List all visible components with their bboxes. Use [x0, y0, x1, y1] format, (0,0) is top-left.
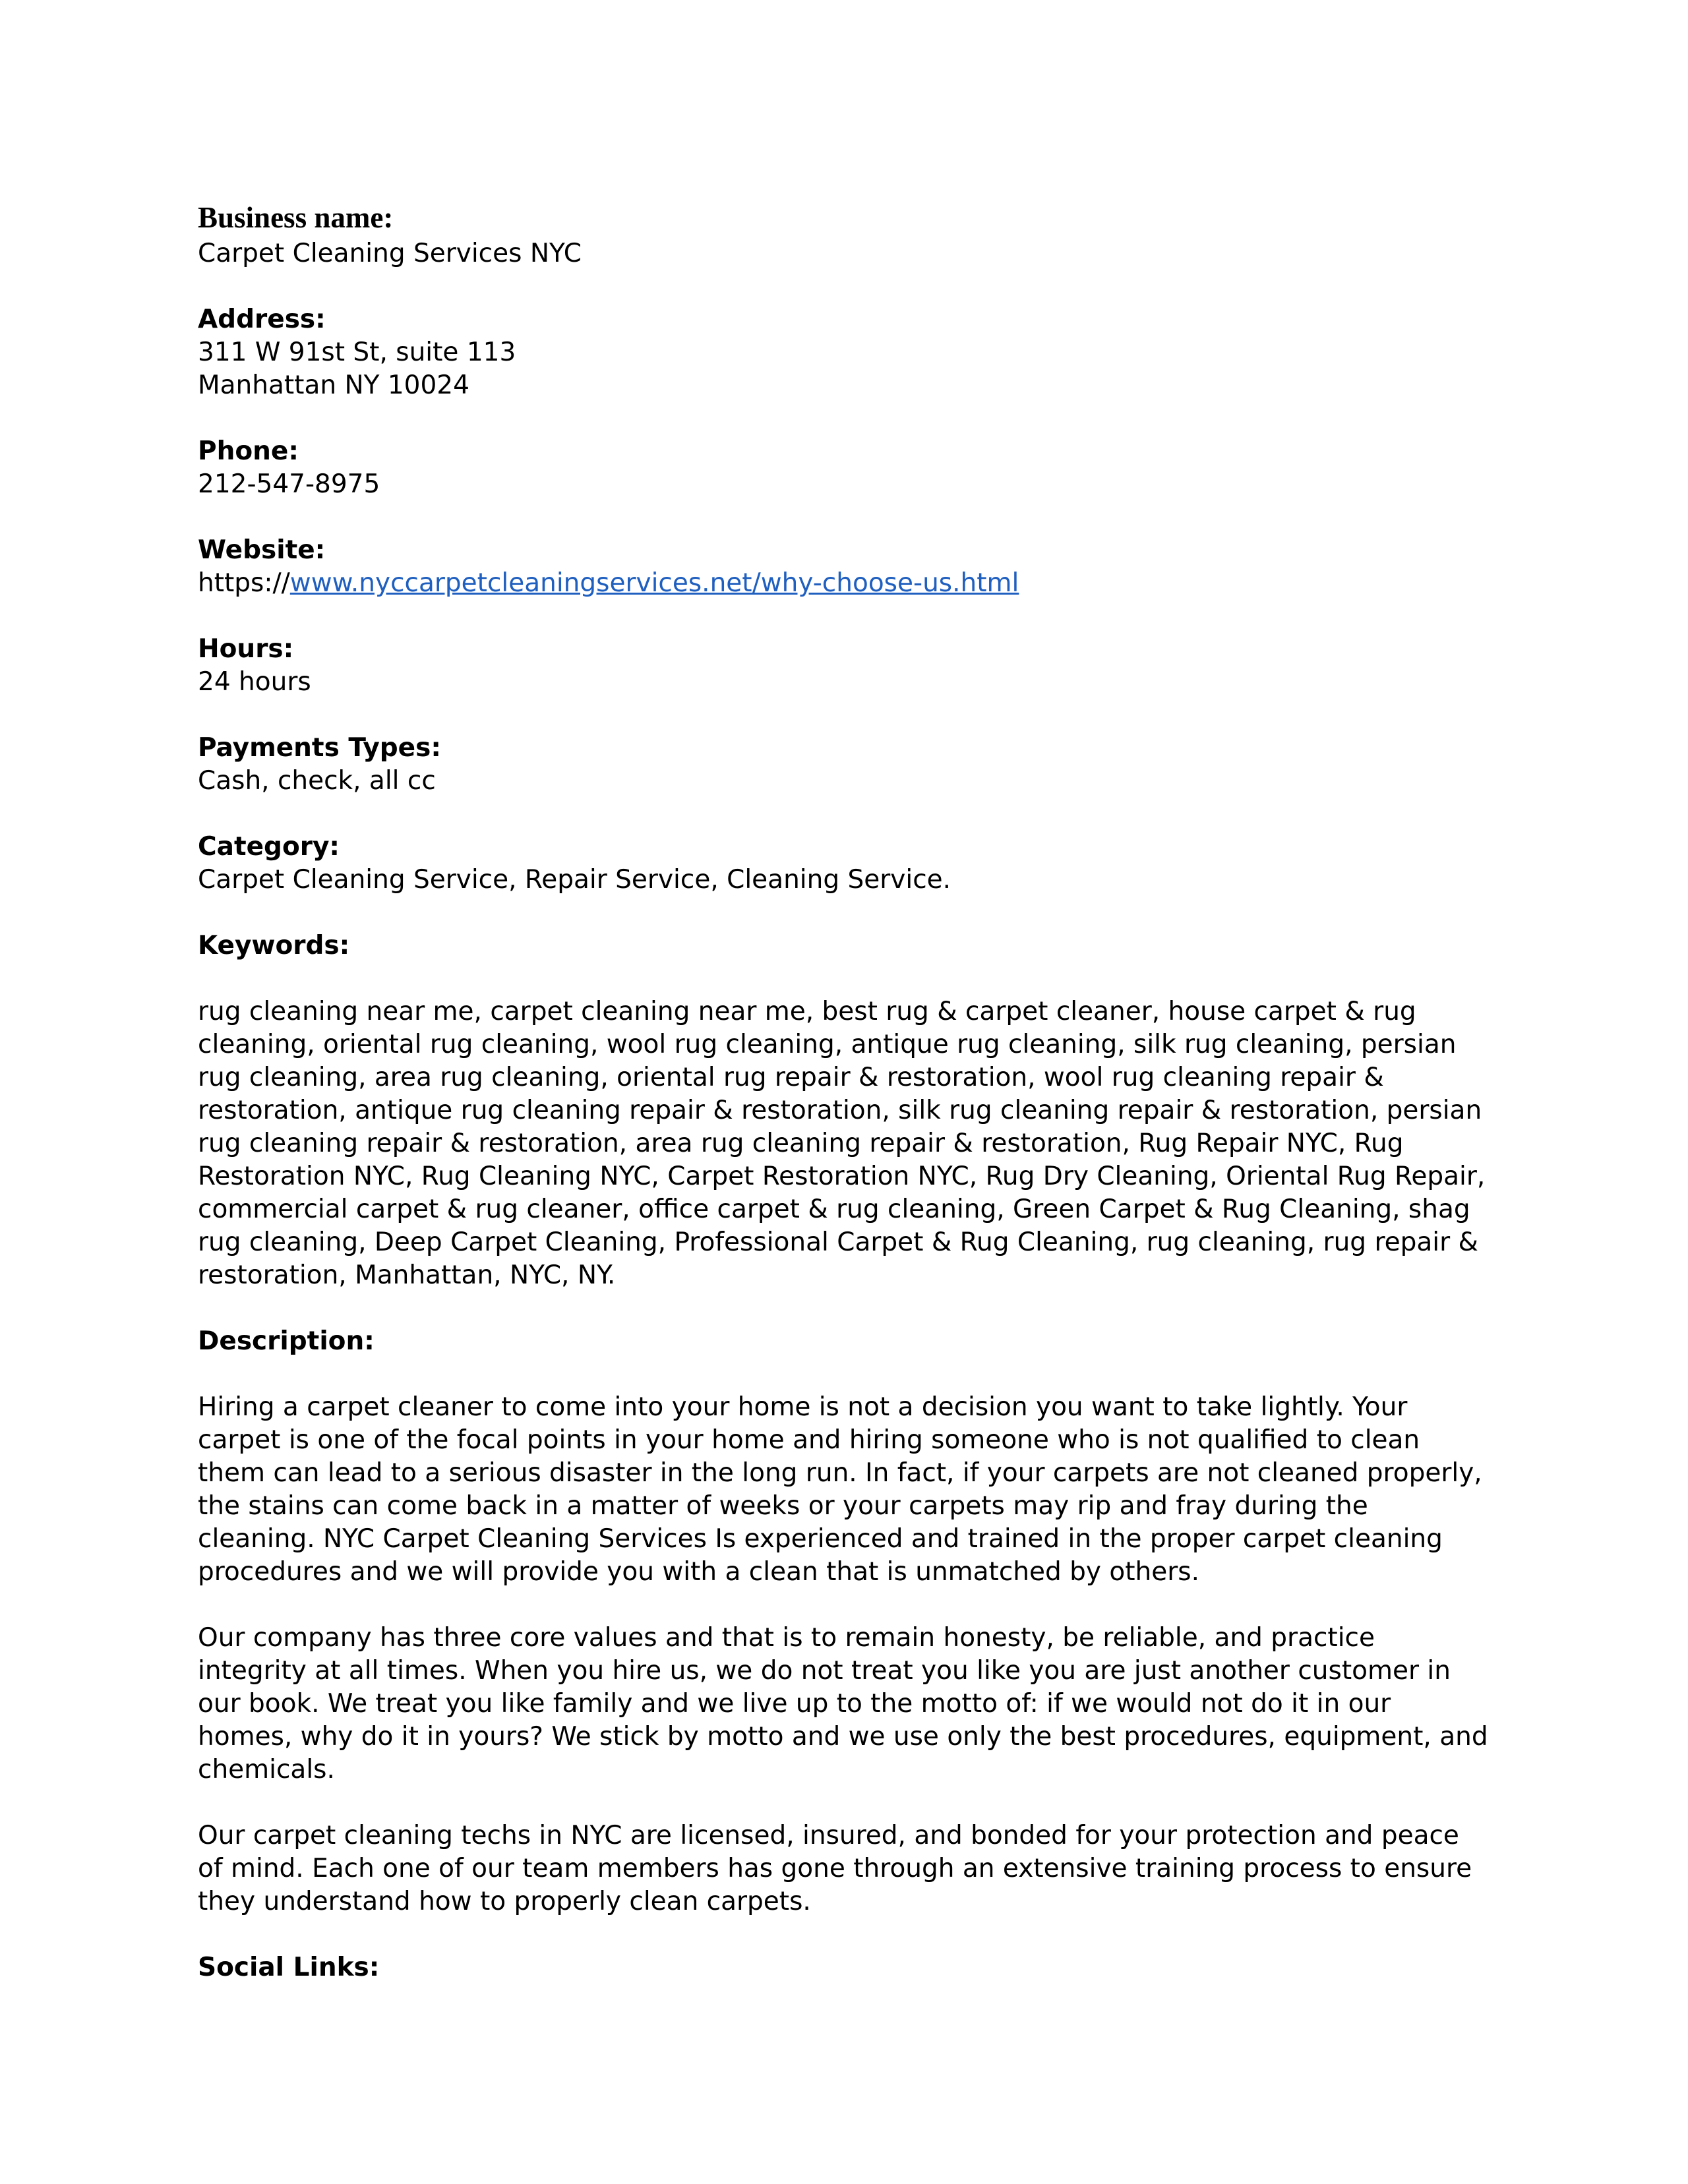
- business-name-section: [198, 198, 1490, 270]
- keywords-heading: Keywords:: [198, 931, 350, 960]
- payments-section: [198, 732, 1490, 798]
- keywords-text: rug cleaning near me, carpet cleaning near me, best rug & carpet cleaner, house carpet & rug cleaning, oriental rug cleaning, wool rug cleaning, antique rug cleaning, silk rug cleaning, persian rug cleaning, area rug cleaning, oriental rug repair & restoration, wool rug cleaning repair & restoration, antique rug cleaning repair & restoration, silk rug cleaning repair & restoration, persian rug cleaning repair & restoration, area rug cleaning repair & restoration, Rug Repair NYC, Rug Restoration NYC, Rug Cleaning NYC, Carpet Restoration NYC, Rug Dry Cleaning, Oriental Rug Repair, commercial carpet & rug cleaner, office carpet & rug cleaning, Green Carpet & Rug Cleaning, shag rug cleaning, Deep Carpet Cleaning, Professional Carpet & Rug Cleaning, rug cleaning, rug repair & restoration, Manhattan, NYC, NY.: [198, 997, 1486, 1290]
- business-name-heading: Business name:: [198, 201, 394, 234]
- phone-value: 212-547-8975: [198, 469, 380, 499]
- business-name-value: Carpet Cleaning Services NYC: [198, 239, 582, 268]
- description-paragraph-3: Our carpet cleaning techs in NYC are licensed, insured, and bonded for your protection and peace of mind. Each one of our team members has gone through an extensive training process to ensure they understand how to properly clean carpets.: [198, 1821, 1472, 1916]
- hours-value: 24 hours: [198, 667, 311, 697]
- address-line-1: 311 W 91st St, suite 113: [198, 338, 516, 367]
- description-section: [198, 1325, 1490, 1918]
- payments-heading: Payments Types:: [198, 733, 441, 763]
- website-link[interactable]: www.nyccarpetcleaningservices.net/why-choose-us.html: [289, 568, 1019, 598]
- address-line-2: Manhattan NY 10024: [198, 370, 469, 400]
- address-section: [198, 303, 1490, 402]
- description-paragraph-2: Our company has three core values and that is to remain honesty, be reliable, and practice integrity at all times. When you hire us, we do not treat you like you are just another customer in our book. We treat you like family and we live up to the motto of: if we would not do it in our homes, why do it in yours? We stick by motto and we use only the best procedures, equipment, and chemicals.: [198, 1623, 1488, 1785]
- website-section: [198, 534, 1490, 600]
- category-value: Carpet Cleaning Service, Repair Service, Cleaning Service.: [198, 865, 951, 895]
- keywords-section: [198, 930, 1490, 1292]
- address-heading: Address:: [198, 305, 326, 334]
- social-links-heading: Social Links:: [198, 1953, 380, 1982]
- category-section: [198, 831, 1490, 897]
- website-value: [198, 567, 1490, 600]
- category-heading: Category:: [198, 832, 340, 862]
- website-prefix: https://: [198, 568, 290, 598]
- description-paragraph-1: Hiring a carpet cleaner to come into your home is not a decision you want to take lightly. Your carpet is one of the focal points in your home and hiring someone who is not qualified to clean them can lead to a serious disaster in the long run. In fact, if your carpets are not cleaned properly, the stains can come back in a matter of weeks or your carpets may rip and fray during the cleaning. NYC Carpet Cleaning Services Is experienced and trained in the proper carpet cleaning procedures and we will provide you with a clean that is unmatched by others.: [198, 1392, 1482, 1587]
- phone-section: [198, 435, 1490, 501]
- website-heading: Website:: [198, 535, 326, 565]
- payments-value: Cash, check, all cc: [198, 766, 436, 796]
- hours-heading: Hours:: [198, 634, 294, 664]
- document-content: [198, 198, 1490, 2017]
- description-heading: Description:: [198, 1326, 375, 1356]
- spacer: [198, 1358, 1490, 1391]
- phone-heading: Phone:: [198, 436, 299, 466]
- hours-section: [198, 633, 1490, 699]
- social-links-section: [198, 1951, 1490, 1984]
- spacer: [198, 962, 1490, 995]
